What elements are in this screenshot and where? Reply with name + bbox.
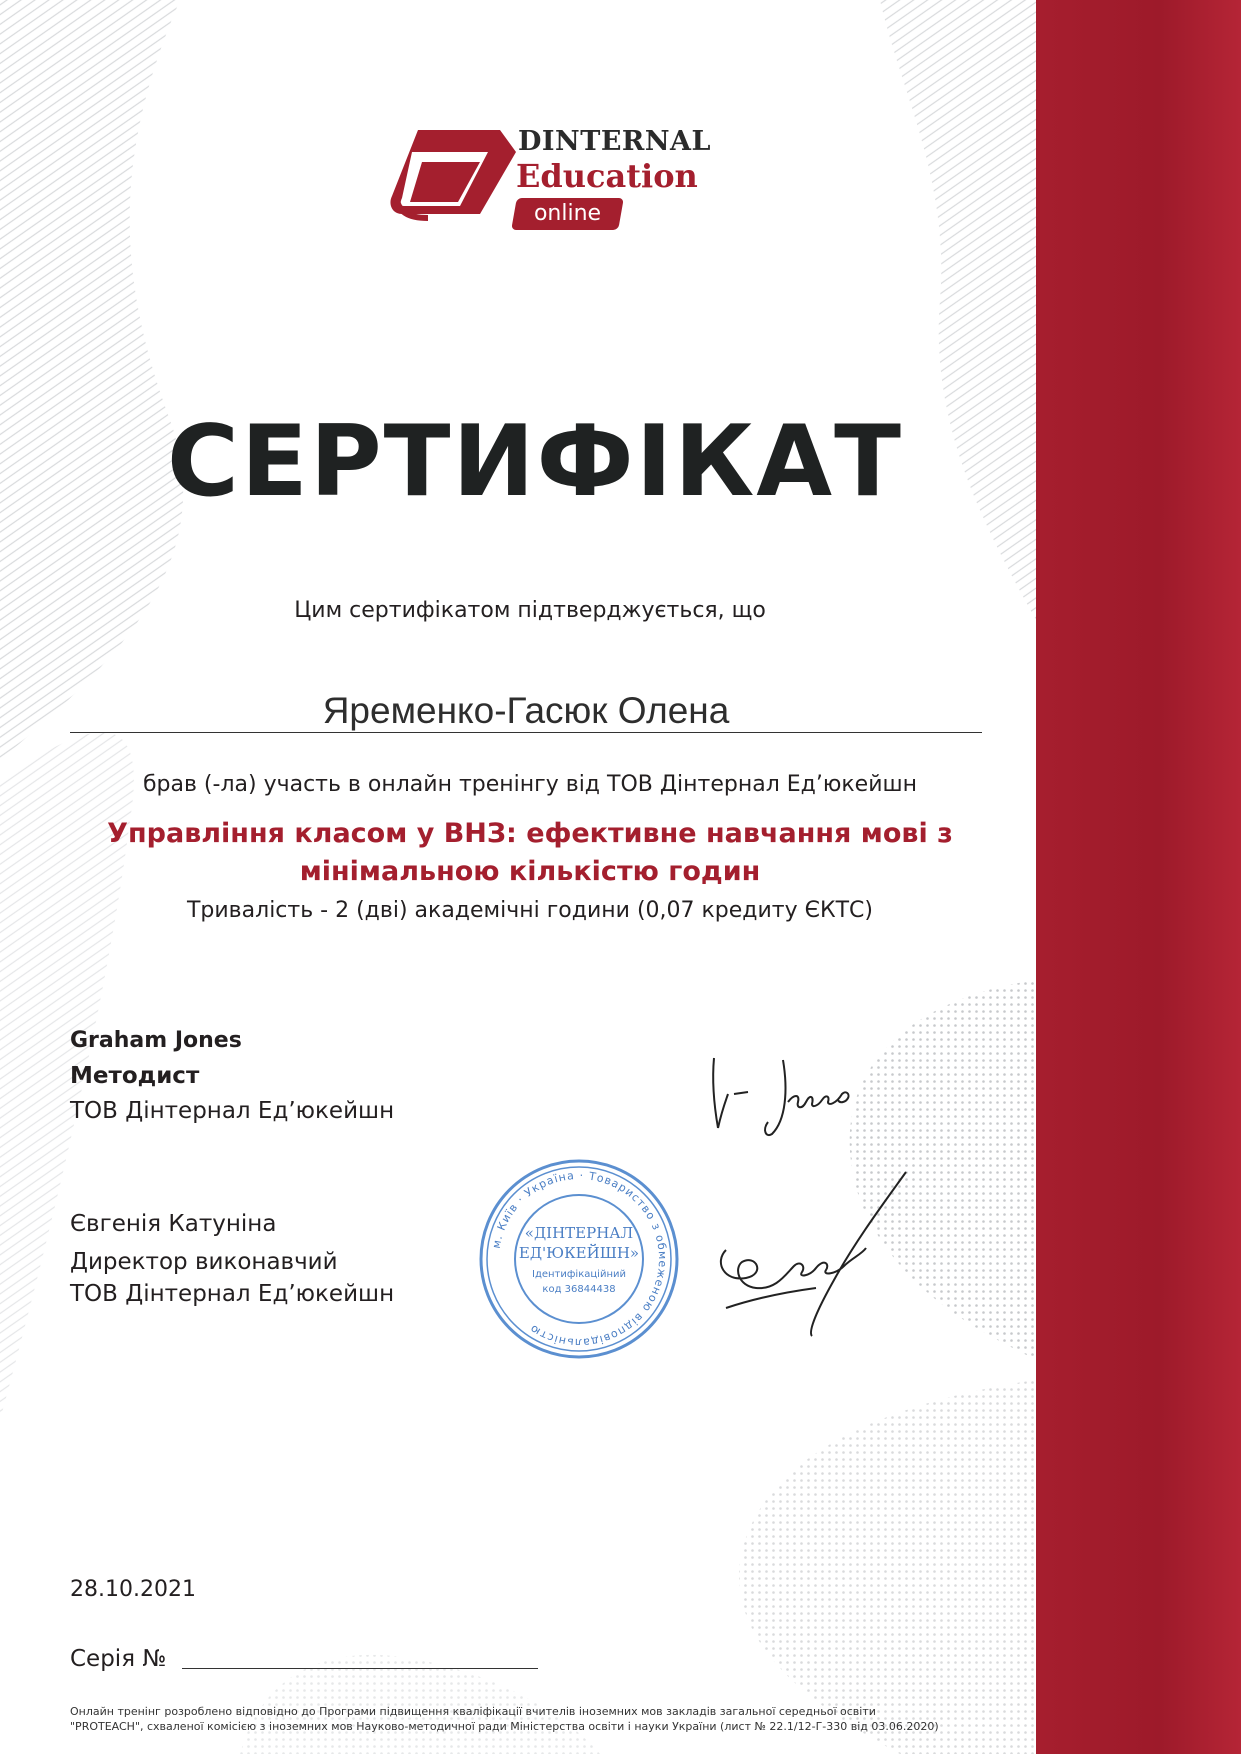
certificate-title: СЕРТИФІКАТ: [166, 405, 903, 519]
signatory-1-org: ТОВ Дінтернал Ед’юкейшн: [70, 1098, 395, 1124]
signatory-2-org: ТОВ Дінтернал Ед’юкейшн: [70, 1281, 395, 1307]
book-logo-icon: [388, 122, 518, 230]
logo-wordmark-bottom: Education: [516, 157, 698, 195]
svg-text:«ДІНТЕРНАЛ: «ДІНТЕРНАЛ: [524, 1224, 634, 1242]
footnote: [70, 1704, 939, 1734]
course-title: Управління класом у ВНЗ: ефективне навчання мові з мінімальною кількістю годин: [107, 818, 953, 887]
confirmation-text: Цим сертифікатом підтверджується, що: [294, 598, 766, 623]
signatory-2-name: Євгенія Катуніна: [70, 1211, 277, 1237]
participation-text: брав (-ла) участь в онлайн тренінгу від ТОВ Дінтернал Ед’юкейшн: [142, 772, 918, 797]
company-logo: [388, 122, 711, 232]
logo-online-badge: online: [511, 198, 624, 230]
recipient-name: Яременко-Гасюк Олена: [322, 690, 730, 731]
decorative-red-band: [1036, 0, 1241, 1754]
svg-text:ЕД'ЮКЕЙШН»: ЕД'ЮКЕЙШН»: [518, 1244, 640, 1262]
signature-graham-jones: [708, 1050, 858, 1140]
series-number-line: [182, 1668, 538, 1669]
svg-text:код 36844438: код 36844438: [542, 1284, 616, 1295]
logo-wordmark-top: DINTERNAL: [518, 126, 711, 157]
company-stamp: [478, 1158, 680, 1360]
footnote-line-1: Онлайн тренінг розроблено відповідно до Програми підвищення кваліфікації вчителів іноземних мов закладів загальної середньої освіти: [70, 1705, 876, 1718]
signature-director: [716, 1170, 916, 1340]
issue-date: 28.10.2021: [70, 1577, 196, 1602]
signatory-2-role: Директор виконавчий: [70, 1249, 338, 1275]
svg-text:Ідентифікаційний: Ідентифікаційний: [532, 1269, 626, 1280]
svg-text:м. Київ · Україна · Товариство: м. Київ · Україна · Товариство з обмеженою відповідальністю: [489, 1168, 670, 1350]
signatory-1-role: Методист: [70, 1063, 200, 1089]
series-label: Серія №: [70, 1646, 167, 1672]
duration-text: Тривалість - 2 (дві) академічні години (0,07 кредиту ЄКТС): [186, 898, 873, 923]
signatory-1-name: Graham Jones: [70, 1028, 242, 1053]
recipient-underline: [70, 732, 982, 733]
footnote-line-2: "PROTEACH", схваленої комісією з іноземних мов Науково-методичної ради Міністерства освіти і науки України (лист № 22.1/12-Г-330 від 03.06.2020): [70, 1720, 939, 1733]
